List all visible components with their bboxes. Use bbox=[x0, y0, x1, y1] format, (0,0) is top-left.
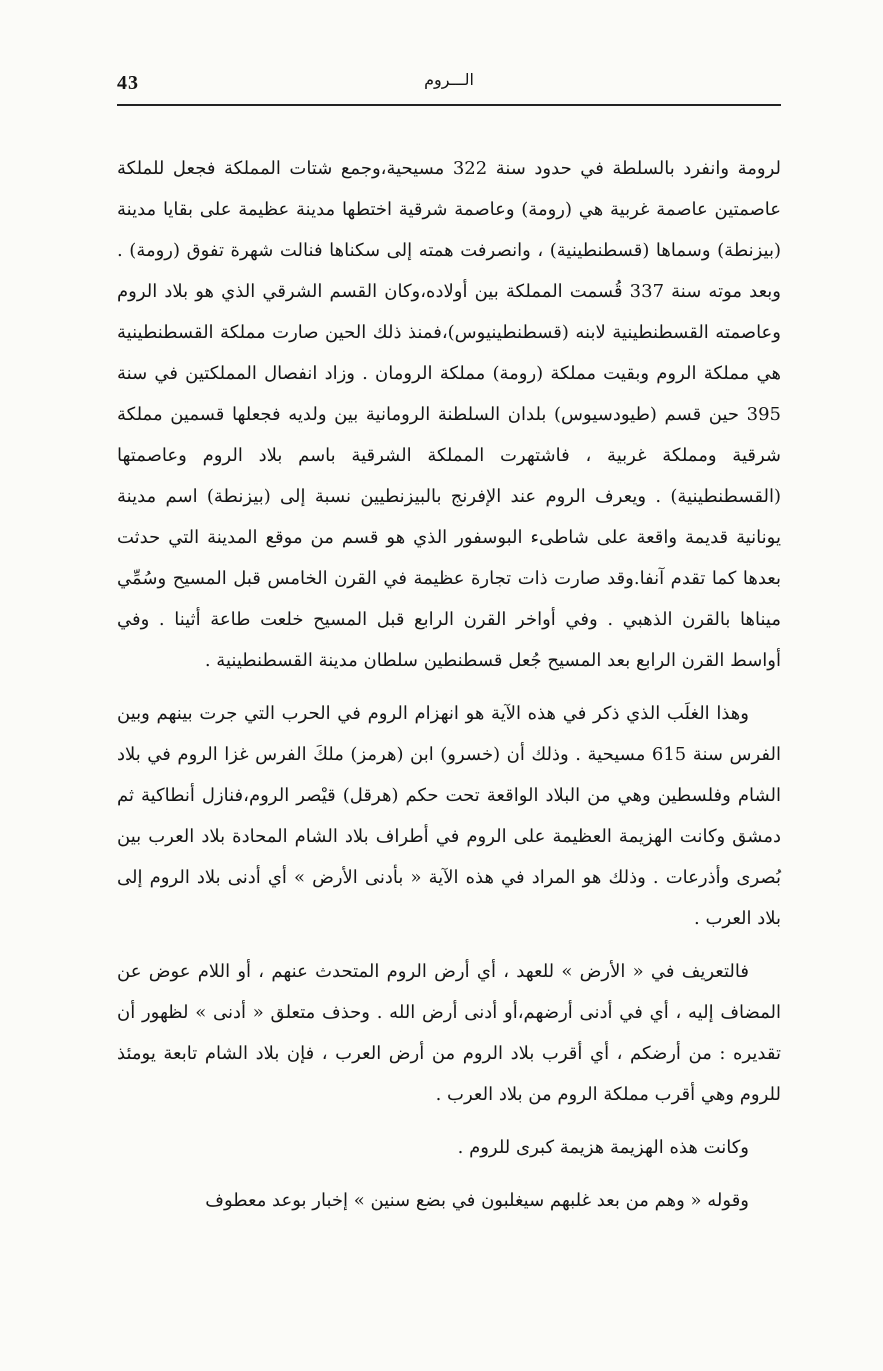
paragraph-2: وهذا الغلَب الذي ذكر في هذه الآية هو انهزام الروم في الحرب التي جرت بينهم وبين الفرس سنة 615 مسيحية . وذلك أن (خسرو) ابن (هرمز) ملكَ الفرس غزا الروم في بلاد الشام وفلسطين وهي من البلاد الواقعة تحت حكم (هرقل) قيْصر الروم،فنازل أنطاكية ثم دمشق وكانت الهزيمة العظيمة على الروم في أطراف بلاد الشام المحادة بلاد العرب بين بُصرى وأذرعات . وذلك هو المراد في هذه الآية « بأدنى الأرض » أي أدنى بلاد الروم إلى بلاد العرب . bbox=[117, 703, 781, 929]
paragraph-3: فالتعريف في « الأرض » للعهد ، أي أرض الروم المتحدث عنهم ، أو اللام عوض عن المضاف إليه ، أي في أدنى أرضهم،أو أدنى أرض الله . وحذف متعلق « أدنى » لظهور أن تقديره : من أرضكم ، أي أقرب بلاد الروم من أرض العرب ، فإن بلاد الشام تابعة يومئذ للروم وهي أقرب مملكة الروم من بلاد العرب . bbox=[117, 961, 781, 1105]
paragraph-1: لرومة وانفرد بالسلطة في حدود سنة 322 مسيحية،وجمع شتات المملكة فجعل للملكة عاصمتين عاصمة غربية هي (رومة) وعاصمة شرقية اختطها مدينة عظيمة على بقايا مدينة (بيزنطة) وسماها (قسطنطينية) ، وانصرفت همته إلى سكناها فنالت شهرة تفوق (رومة) . وبعد موته سنة 337 قُسمت المملكة بين أولاده،وكان القسم الشرقي الذي هو بلاد الروم وعاصمته القسطنطينية لابنه (قسطنطينيوس)،فمنذ ذلك الحين صارت مملكة القسطنطينية هي مملكة الروم وبقيت مملكة (رومة) مملكة الرومان . وزاد انفصال المملكتين في سنة 395 حين قسم (طيودسيوس) بلدان السلطنة الرومانية بين ولديه فجعلها قسمين مملكة شرقية ومملكة غربية ، فاشتهرت المملكة الشرقية باسم بلاد الروم وعاصمتها (القسطنطينية) . ويعرف الروم عند الإفرنج بالبيزنطيين نسبة إلى (بيزنطة) اسم مدينة يونانية قديمة واقعة على شاطىء البوسفور الذي هو قسم من موقع المدينة التي حدثت بعدها كما تقدم آنفا.وقد صارت ذات تجارة عظيمة في القرن الخامس قبل المسيح وسُمِّي ميناها بالقرن الذهبي . وفي أواخر القرن الرابع قبل المسيح خلعت طاعة أثينا . وفي أواسط القرن الرابع بعد المسيح جُعل قسطنطين سلطان مدينة القسطنطينية . bbox=[117, 158, 781, 671]
page-number: 43 bbox=[117, 72, 139, 94]
body-text bbox=[117, 148, 781, 1221]
page-header bbox=[117, 68, 781, 104]
running-title: الـــروم bbox=[424, 70, 474, 89]
header-rule bbox=[117, 104, 781, 106]
paragraph-4: وكانت هذه الهزيمة هزيمة كبرى للروم . bbox=[457, 1137, 749, 1158]
paragraph-5: وقوله « وهم من بعد غلبهم سيغلبون في بضع سنين » إخبار بوعد معطوف bbox=[205, 1190, 749, 1211]
